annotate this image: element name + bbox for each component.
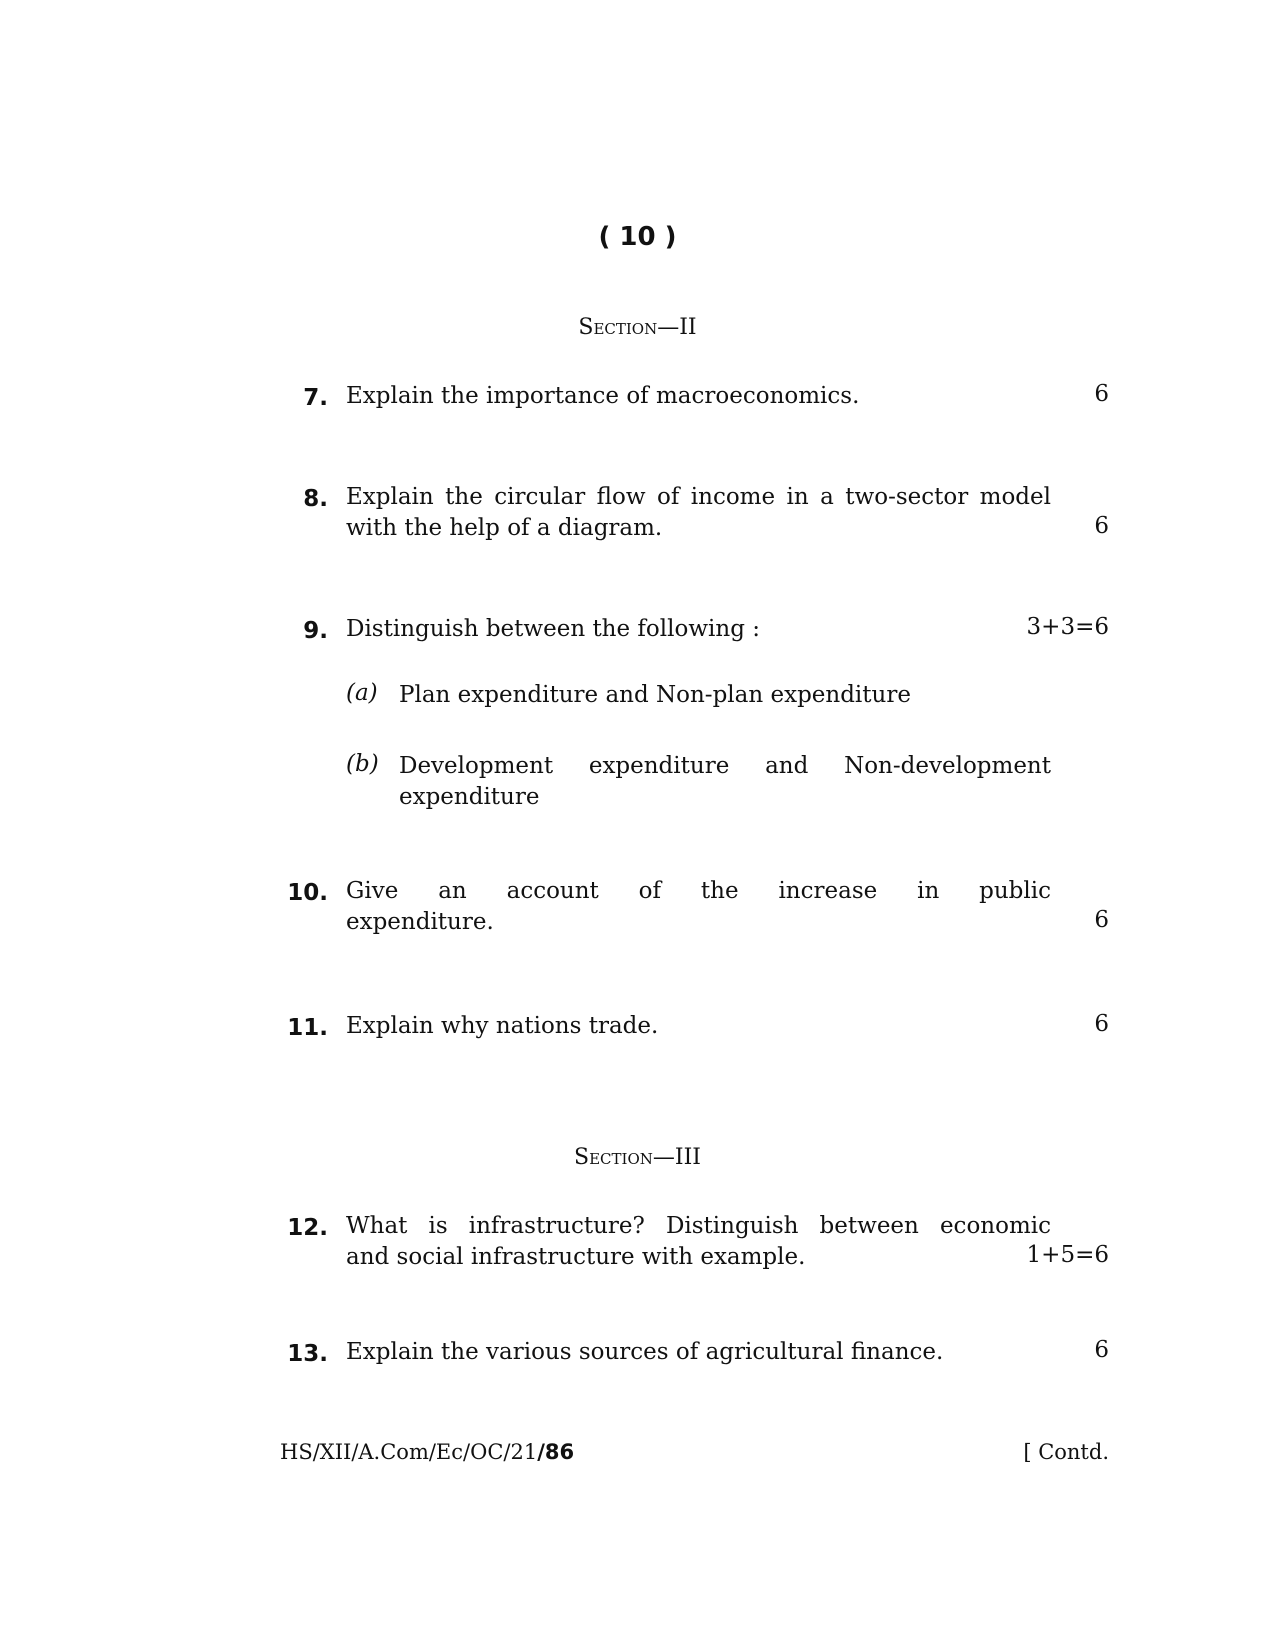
question-marks: 6 xyxy=(1094,513,1109,539)
question-text: Explain the importance of macroeconomics. xyxy=(346,383,860,409)
subquestion-text-line: Development expenditure and Non-development xyxy=(399,753,1051,779)
footer-code-bold: /86 xyxy=(537,1440,575,1464)
section-heading-ii xyxy=(0,315,1275,340)
section-prefix: Section xyxy=(578,315,658,340)
question-marks: 6 xyxy=(1094,1011,1109,1037)
question-marks: 6 xyxy=(1094,1337,1109,1363)
question-number: 11. xyxy=(287,1015,328,1041)
question-marks: 6 xyxy=(1094,381,1109,407)
section-suffix: —III xyxy=(652,1145,701,1170)
footer-paper-code xyxy=(280,1440,574,1464)
question-text-line: Give an account of the increase in public xyxy=(346,878,1051,904)
footer-code: HS/XII/A.Com/Ec/OC/21 xyxy=(280,1440,538,1464)
question-number: 7. xyxy=(303,385,328,411)
question-number: 10. xyxy=(287,880,328,906)
question-number: 13. xyxy=(287,1341,328,1367)
question-number: 12. xyxy=(287,1215,328,1241)
question-number: 8. xyxy=(303,486,328,512)
section-suffix: —II xyxy=(657,315,697,340)
section-heading-iii xyxy=(0,1145,1275,1170)
question-text-line: expenditure. xyxy=(346,909,494,935)
question-text-line: and social infrastructure with example. xyxy=(346,1244,806,1270)
question-marks: 1+5=6 xyxy=(1026,1242,1109,1268)
section-prefix: Section xyxy=(574,1145,653,1170)
question-text: Distinguish between the following : xyxy=(346,616,760,642)
subquestion-label: (a) xyxy=(346,680,378,706)
page-number: ( 10 ) xyxy=(598,222,677,252)
subquestion-text-line: expenditure xyxy=(399,784,540,810)
question-text-line: with the help of a diagram. xyxy=(346,515,663,541)
subquestion-text: Plan expenditure and Non-plan expenditure xyxy=(399,682,911,708)
footer-contd: [ Contd. xyxy=(1023,1440,1109,1464)
question-text: Explain the various sources of agricultural finance. xyxy=(346,1339,944,1365)
question-marks: 3+3=6 xyxy=(1026,614,1109,640)
question-number: 9. xyxy=(303,618,328,644)
question-text: Explain why nations trade. xyxy=(346,1013,659,1039)
question-text-line: What is infrastructure? Distinguish between economic xyxy=(346,1213,1051,1239)
subquestion-label: (b) xyxy=(346,751,379,777)
question-text-line: Explain the circular flow of income in a two-sector model xyxy=(346,484,1051,510)
question-marks: 6 xyxy=(1094,907,1109,933)
